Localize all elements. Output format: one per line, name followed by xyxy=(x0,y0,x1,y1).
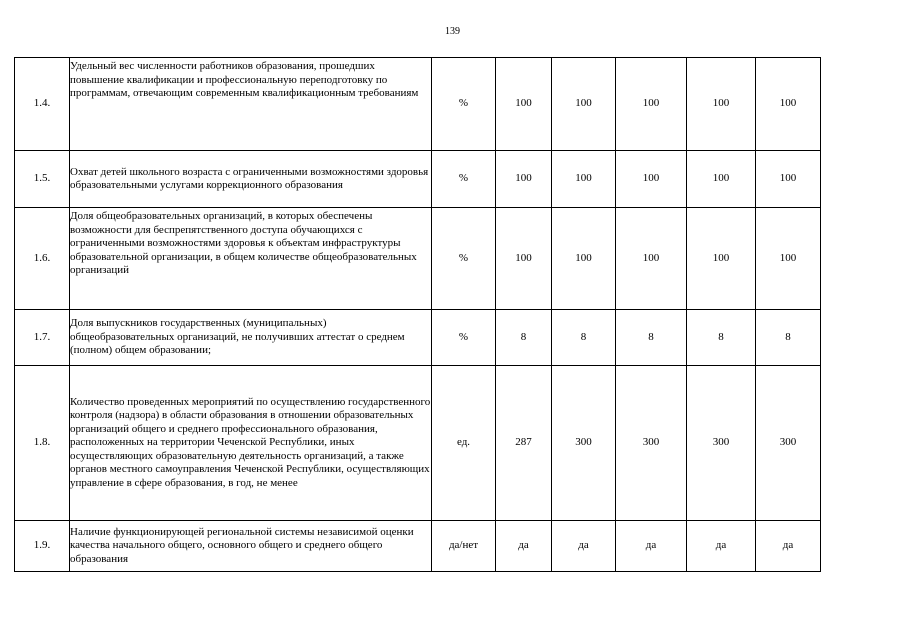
value-cell: 100 xyxy=(496,58,552,151)
row-number: 1.6. xyxy=(15,208,70,310)
value-cell: 100 xyxy=(552,151,616,208)
unit-cell: % xyxy=(432,310,496,366)
value-cell: 100 xyxy=(756,151,821,208)
indicator-description: Доля общеобразовательных организаций, в которых обеспечены возможности для беспрепятственного доступа обучающихся с ограниченными возможностями здоровья к объектам инфраструктуры образовательной организации, в общем количестве общеобразовательных организаций xyxy=(70,208,432,310)
value-cell: 100 xyxy=(687,151,756,208)
value-cell: 100 xyxy=(616,58,687,151)
value-cell: 100 xyxy=(756,58,821,151)
value-cell: 300 xyxy=(687,366,756,521)
value-cell: да xyxy=(756,521,821,572)
value-cell: 100 xyxy=(756,208,821,310)
table-row xyxy=(15,521,821,572)
unit-cell: % xyxy=(432,151,496,208)
indicator-description: Количество проведенных мероприятий по осуществлению государственного контроля (надзора) в области образования в отношении образовательных организаций общего и среднего профессионального образования, расположенных на территории Чеченской Республики, иных осуществляющих образовательную деятельность организаций, а также органов местного самоуправления Чеченской Республики, осуществляющих управление в сфере образования, в год, не менее xyxy=(70,366,432,521)
value-cell: 100 xyxy=(687,208,756,310)
value-cell: 8 xyxy=(552,310,616,366)
table-body xyxy=(15,58,821,572)
page-number: 139 xyxy=(445,26,460,37)
value-cell: 8 xyxy=(616,310,687,366)
row-number: 1.9. xyxy=(15,521,70,572)
value-cell: 100 xyxy=(496,208,552,310)
value-cell: да xyxy=(496,521,552,572)
value-cell: 8 xyxy=(496,310,552,366)
unit-cell: % xyxy=(432,58,496,151)
value-cell: 100 xyxy=(496,151,552,208)
value-cell: 300 xyxy=(552,366,616,521)
value-cell: 287 xyxy=(496,366,552,521)
table-row xyxy=(15,310,821,366)
table-row xyxy=(15,208,821,310)
unit-cell: ед. xyxy=(432,366,496,521)
value-cell: 100 xyxy=(616,208,687,310)
indicator-description: Охват детей школьного возраста с ограниченными возможностями здоровья образовательными услугами коррекционного образования xyxy=(70,151,432,208)
value-cell: 300 xyxy=(756,366,821,521)
row-number: 1.7. xyxy=(15,310,70,366)
row-number: 1.5. xyxy=(15,151,70,208)
value-cell: 100 xyxy=(616,151,687,208)
value-cell: 300 xyxy=(616,366,687,521)
indicator-description: Доля выпускников государственных (муниципальных) общеобразовательных организаций, не получивших аттестат о среднем (полном) общем образовании; xyxy=(70,310,432,366)
table-row xyxy=(15,151,821,208)
row-number: 1.4. xyxy=(15,58,70,151)
indicator-description: Наличие функционирующей региональной системы независимой оценки качества начального общего, основного общего и среднего общего образования xyxy=(70,521,432,572)
value-cell: 100 xyxy=(552,58,616,151)
table-row xyxy=(15,58,821,151)
indicators-table xyxy=(14,57,821,572)
unit-cell: да/нет xyxy=(432,521,496,572)
value-cell: 8 xyxy=(756,310,821,366)
indicator-description: Удельный вес численности работников образования, прошедших повышение квалификации и профессиональную переподготовку по программам, отвечающим современным квалификационным требованиям xyxy=(70,58,432,151)
unit-cell: % xyxy=(432,208,496,310)
value-cell: 100 xyxy=(552,208,616,310)
value-cell: да xyxy=(552,521,616,572)
value-cell: да xyxy=(616,521,687,572)
row-number: 1.8. xyxy=(15,366,70,521)
value-cell: да xyxy=(687,521,756,572)
value-cell: 8 xyxy=(687,310,756,366)
table-row xyxy=(15,366,821,521)
value-cell: 100 xyxy=(687,58,756,151)
